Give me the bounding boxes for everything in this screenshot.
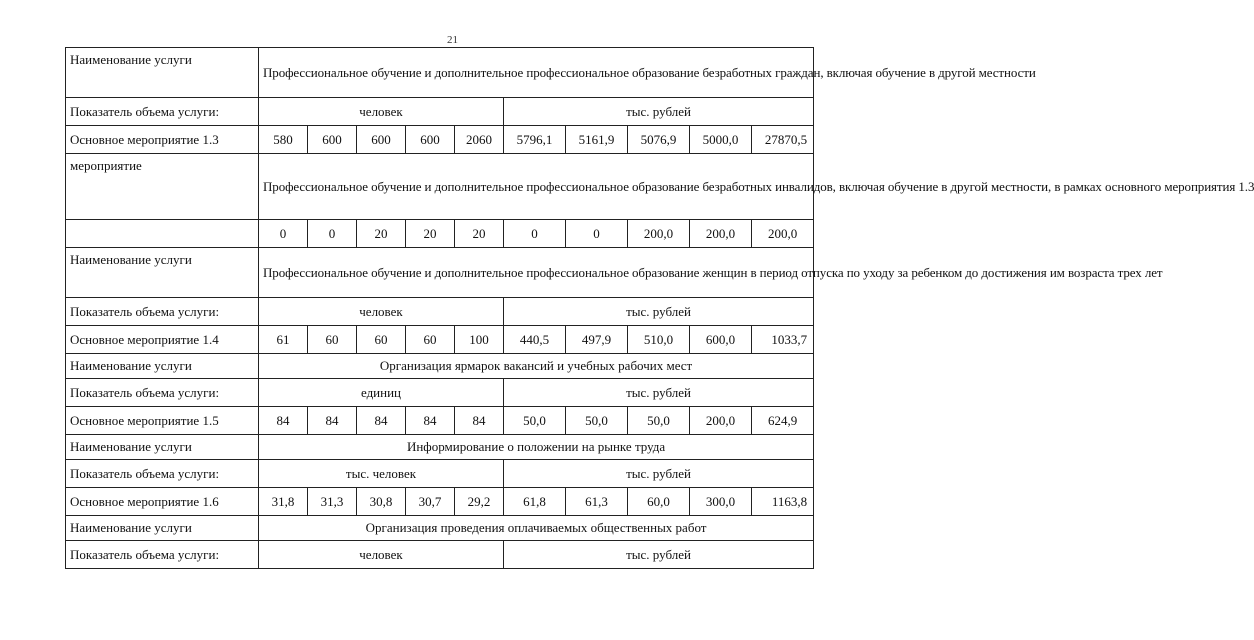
value-cell: 200,0 bbox=[690, 407, 752, 435]
value-cell: 60 bbox=[406, 326, 455, 354]
value-cell: 1163,8 bbox=[752, 488, 814, 516]
value-cell: 600 bbox=[406, 126, 455, 154]
service-title: Организация ярмарок вакансий и учебных рабочих мест bbox=[259, 354, 814, 379]
unit-money: тыс. рублей bbox=[504, 98, 814, 126]
unit-quantity: тыс. человек bbox=[259, 460, 504, 488]
value-cell: 61,3 bbox=[566, 488, 628, 516]
value-cell: 31,8 bbox=[259, 488, 308, 516]
value-cell: 200,0 bbox=[690, 220, 752, 248]
value-cell: 600,0 bbox=[690, 326, 752, 354]
values-row bbox=[66, 407, 814, 435]
value-cell: 200,0 bbox=[752, 220, 814, 248]
row-label: Основное мероприятие 1.4 bbox=[66, 326, 259, 354]
row-label: мероприятие bbox=[66, 154, 259, 220]
service-row bbox=[66, 248, 814, 298]
indicator-row bbox=[66, 460, 814, 488]
value-cell: 50,0 bbox=[628, 407, 690, 435]
service-row bbox=[66, 354, 814, 379]
value-cell: 50,0 bbox=[566, 407, 628, 435]
row-label: Показатель объема услуги: bbox=[66, 460, 259, 488]
row-label: Наименование услуги bbox=[66, 354, 259, 379]
unit-money: тыс. рублей bbox=[504, 541, 814, 569]
row-label: Основное мероприятие 1.6 bbox=[66, 488, 259, 516]
value-cell: 20 bbox=[406, 220, 455, 248]
value-cell: 30,7 bbox=[406, 488, 455, 516]
value-cell: 300,0 bbox=[690, 488, 752, 516]
values-row bbox=[66, 488, 814, 516]
unit-money: тыс. рублей bbox=[504, 298, 814, 326]
value-cell: 600 bbox=[357, 126, 406, 154]
value-cell: 60 bbox=[308, 326, 357, 354]
row-label: Показатель объема услуги: bbox=[66, 379, 259, 407]
value-cell: 60,0 bbox=[628, 488, 690, 516]
values-row bbox=[66, 220, 814, 248]
value-cell: 5076,9 bbox=[628, 126, 690, 154]
unit-quantity: единиц bbox=[259, 379, 504, 407]
value-cell: 600 bbox=[308, 126, 357, 154]
value-cell: 84 bbox=[259, 407, 308, 435]
services-table bbox=[65, 47, 1254, 569]
service-row bbox=[66, 516, 814, 541]
value-cell: 60 bbox=[357, 326, 406, 354]
value-cell: 0 bbox=[259, 220, 308, 248]
value-cell: 5000,0 bbox=[690, 126, 752, 154]
value-cell: 20 bbox=[455, 220, 504, 248]
service-title: Информирование о положении на рынке труда bbox=[259, 435, 814, 460]
activity-description: Профессиональное обучение и дополнительное профессиональное образование безработных инвалидов, включая обучение в другой местности, в рамках основного мероприятия 1.3 bbox=[259, 154, 814, 220]
value-cell: 61 bbox=[259, 326, 308, 354]
row-label: Показатель объема услуги: bbox=[66, 298, 259, 326]
unit-quantity: человек bbox=[259, 541, 504, 569]
value-cell: 30,8 bbox=[357, 488, 406, 516]
value-cell: 100 bbox=[455, 326, 504, 354]
value-cell: 0 bbox=[504, 220, 566, 248]
value-cell: 0 bbox=[308, 220, 357, 248]
service-row bbox=[66, 48, 814, 98]
value-cell: 50,0 bbox=[504, 407, 566, 435]
value-cell: 497,9 bbox=[566, 326, 628, 354]
value-cell: 5161,9 bbox=[566, 126, 628, 154]
service-row bbox=[66, 435, 814, 460]
indicator-row bbox=[66, 298, 814, 326]
value-cell: 29,2 bbox=[455, 488, 504, 516]
value-cell: 1033,7 bbox=[752, 326, 814, 354]
row-label bbox=[66, 220, 259, 248]
unit-money: тыс. рублей bbox=[504, 460, 814, 488]
value-cell: 84 bbox=[406, 407, 455, 435]
value-cell: 84 bbox=[308, 407, 357, 435]
value-cell: 510,0 bbox=[628, 326, 690, 354]
values-row bbox=[66, 126, 814, 154]
value-cell: 200,0 bbox=[628, 220, 690, 248]
value-cell: 20 bbox=[357, 220, 406, 248]
row-label: Показатель объема услуги: bbox=[66, 541, 259, 569]
indicator-row bbox=[66, 379, 814, 407]
values-row bbox=[66, 326, 814, 354]
value-cell: 31,3 bbox=[308, 488, 357, 516]
value-cell: 84 bbox=[455, 407, 504, 435]
activity-row bbox=[66, 154, 814, 220]
unit-quantity: человек bbox=[259, 98, 504, 126]
row-label: Основное мероприятие 1.3 bbox=[66, 126, 259, 154]
unit-money: тыс. рублей bbox=[504, 379, 814, 407]
row-label: Основное мероприятие 1.5 bbox=[66, 407, 259, 435]
value-cell: 440,5 bbox=[504, 326, 566, 354]
value-cell: 5796,1 bbox=[504, 126, 566, 154]
value-cell: 624,9 bbox=[752, 407, 814, 435]
value-cell: 84 bbox=[357, 407, 406, 435]
row-label: Наименование услуги bbox=[66, 516, 259, 541]
indicator-row bbox=[66, 541, 814, 569]
row-label: Наименование услуги bbox=[66, 248, 259, 298]
service-description: Профессиональное обучение и дополнительное профессиональное образование женщин в период отпуска по уходу за ребенком до достижения им возраста трех лет bbox=[259, 248, 814, 298]
service-description: Профессиональное обучение и дополнительное профессиональное образование безработных граждан, включая обучение в другой местности bbox=[259, 48, 814, 98]
row-label: Наименование услуги bbox=[66, 435, 259, 460]
row-label: Показатель объема услуги: bbox=[66, 98, 259, 126]
value-cell: 0 bbox=[566, 220, 628, 248]
page-number: 21 bbox=[447, 34, 458, 46]
value-cell: 580 bbox=[259, 126, 308, 154]
service-title: Организация проведения оплачиваемых общественных работ bbox=[259, 516, 814, 541]
value-cell: 61,8 bbox=[504, 488, 566, 516]
row-label: Наименование услуги bbox=[66, 48, 259, 98]
indicator-row bbox=[66, 98, 814, 126]
value-cell: 27870,5 bbox=[752, 126, 814, 154]
unit-quantity: человек bbox=[259, 298, 504, 326]
value-cell: 2060 bbox=[455, 126, 504, 154]
